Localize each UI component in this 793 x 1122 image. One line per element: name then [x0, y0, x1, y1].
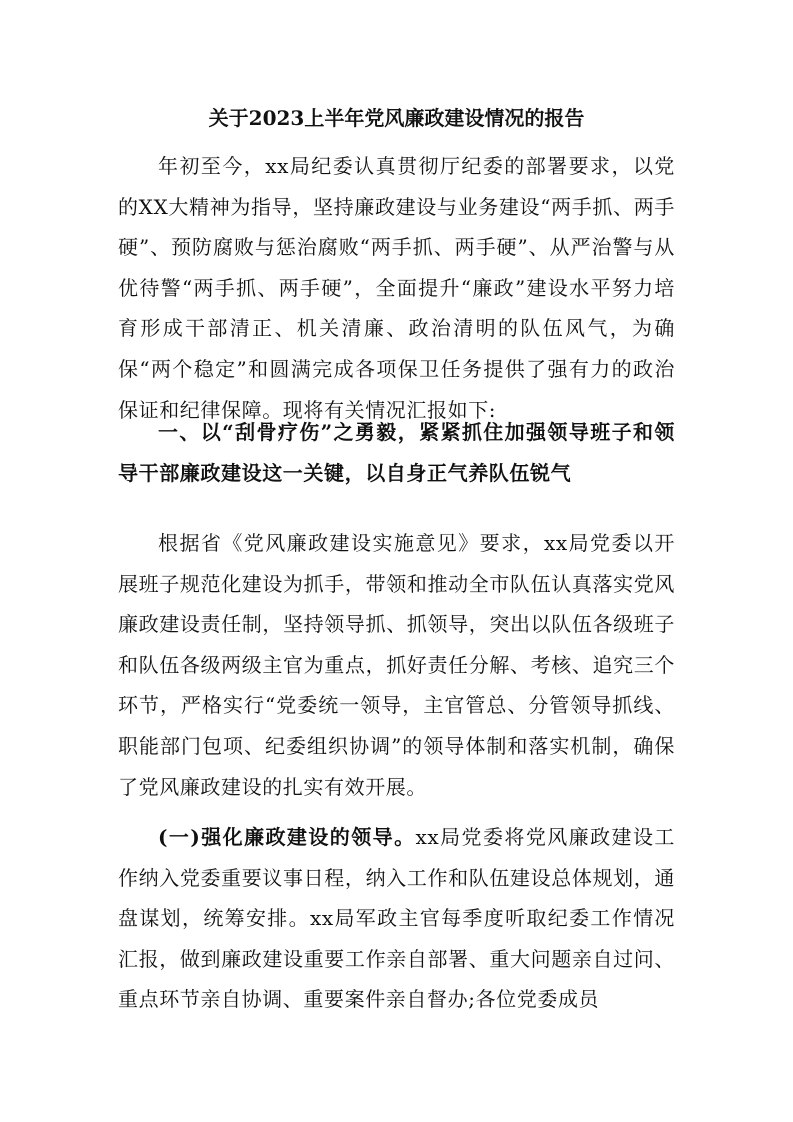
subsection-1-heading: (一)强化廉政建设的领导。	[158, 825, 416, 849]
section-1-heading: 一、以“刮骨疗伤”之勇毅，紧紧抓住加强领导班子和领导干部廉政建设这一关键，以自身正气养队伍锐气	[118, 420, 675, 485]
intro-paragraph: 年初至今，xx局纪委认真贯彻厅纪委的部署要求，以党的XX大精神为指导，坚持廉政建设与业务建设“两手抓、两手硬”、预防腐败与惩治腐败“两手抓、两手硬”、从严治警与从优待警“两手抓、两手硬”，全面提升“廉政”建设水平努力培育形成干部清正、机关清廉、政治清明的队伍风气，为确保“两个稳定”和圆满完成各项保卫任务提供了强有力的政治保证和纪律保障。现将有关情况汇报如下:	[118, 154, 675, 422]
subsection-1-body: xx局党委将党风廉政建设工作纳入党委重要议事日程，纳入工作和队伍建设总体规划，通盘谋划，统筹安排。xx局军政主官每季度听取纪委工作情况汇报，做到廉政建设重要工作亲自部署、重大问题亲自过问、重点环节亲自协调、重要案件亲自督办;各位党委成员	[118, 825, 675, 1012]
subsection-1-paragraph	[118, 817, 675, 1020]
document-title: 关于2023上半年党风廉政建设情况的报告	[208, 106, 585, 130]
section-1-paragraph: 根据省《党风廉政建设实施意见》要求，xx局党委以开展班子规范化建设为抓手，带领和推动全市队伍认真落实党风廉政建设责任制，坚持领导抓、抓领导，突出以队伍各级班子和队伍各级两级主官为重点，抓好责任分解、考核、追究三个环节，严格实行“党委统一领导，主官管总、分管领导抓线、职能部门包项、纪委组织协调”的领导体制和落实机制，确保了党风廉政建设的扎实有效开展。	[118, 531, 675, 799]
